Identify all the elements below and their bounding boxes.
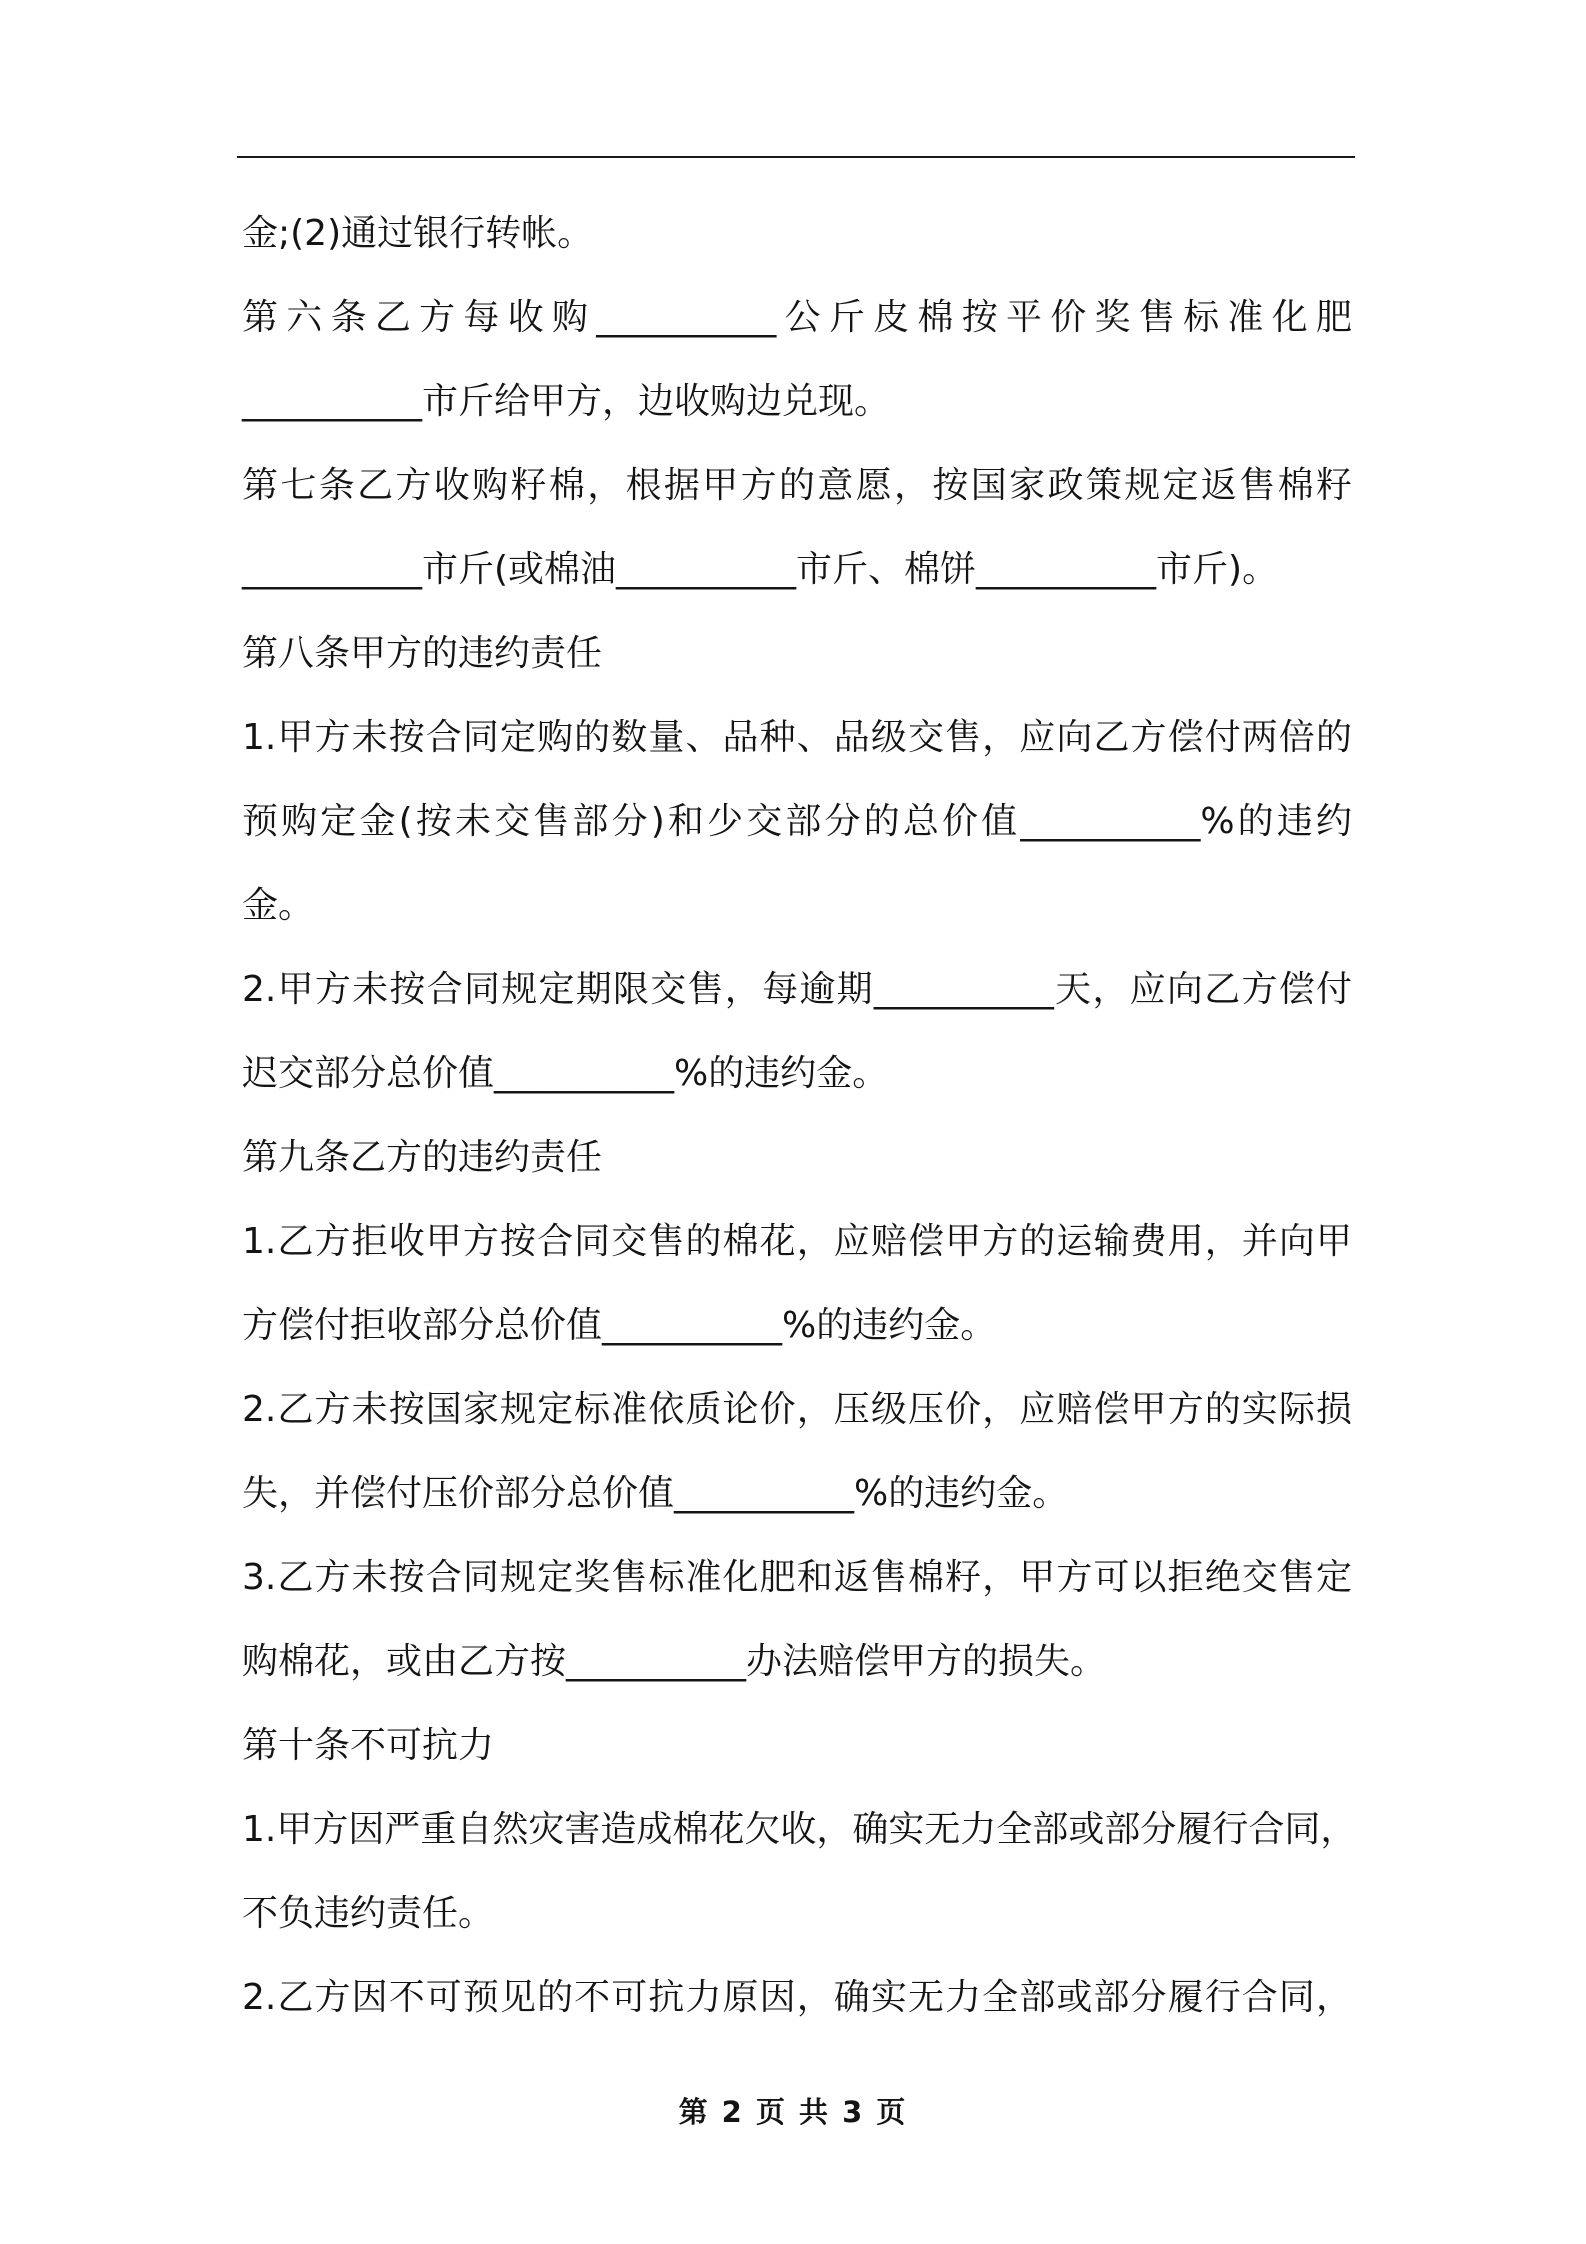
article-8-heading: 第八条甲方的违约责任: [242, 633, 603, 674]
paragraph-line: 购棉花，或由乙方按__________办法赔偿甲方的损失。: [242, 1641, 1107, 1682]
paragraph-line: 2.乙方因不可预见的不可抗力原因，确实无力全部或部分履行合同，: [242, 1977, 1352, 2018]
paragraph-line: __________市斤给甲方，边收购边兑现。: [242, 381, 891, 422]
paragraph-line: 1.甲方未按合同定购的数量、品种、品级交售，应向乙方偿付两倍的: [242, 717, 1352, 758]
header-rule: [237, 156, 1355, 158]
paragraph-line: __________市斤(或棉油__________市斤、棉饼__________市斤)。: [242, 549, 1279, 590]
article-10-heading: 第十条不可抗力: [242, 1725, 495, 1766]
paragraph-line: 不负违约责任。: [242, 1893, 495, 1934]
paragraph-line: 迟交部分总价值__________%的违约金。: [242, 1053, 889, 1094]
paragraph-line: 2.乙方未按国家规定标准依质论价，压级压价，应赔偿甲方的实际损: [242, 1389, 1352, 1430]
paragraph-line: 金;(2)通过银行转帐。: [242, 213, 594, 254]
document-body: [242, 192, 1362, 2040]
article-7-line: 第七条乙方收购籽棉，根据甲方的意愿，按国家政策规定返售棉籽: [242, 465, 1352, 506]
article-6-line: 第六条乙方每收购__________公斤皮棉按平价奖售标准化肥: [242, 297, 1352, 338]
paragraph-line: 预购定金(按未交售部分)和少交部分的总价值__________%的违约: [242, 801, 1352, 842]
paragraph-line: 2.甲方未按合同规定期限交售，每逾期__________天，应向乙方偿付: [242, 969, 1352, 1010]
paragraph-line: 金。: [242, 885, 315, 926]
paragraph-line: 方偿付拒收部分总价值__________%的违约金。: [242, 1305, 997, 1346]
page-number: 第 2 页 共 3 页: [678, 2095, 908, 2129]
paragraph-line: 1.乙方拒收甲方按合同交售的棉花，应赔偿甲方的运输费用，并向甲: [242, 1221, 1352, 1262]
paragraph-line: 1.甲方因严重自然灾害造成棉花欠收，确实无力全部或部分履行合同，: [242, 1809, 1357, 1850]
paragraph-line: 失，并偿付压价部分总价值__________%的违约金。: [242, 1473, 1069, 1514]
article-9-heading: 第九条乙方的违约责任: [242, 1137, 603, 1178]
paragraph-line: 3.乙方未按合同规定奖售标准化肥和返售棉籽，甲方可以拒绝交售定: [242, 1557, 1352, 1598]
